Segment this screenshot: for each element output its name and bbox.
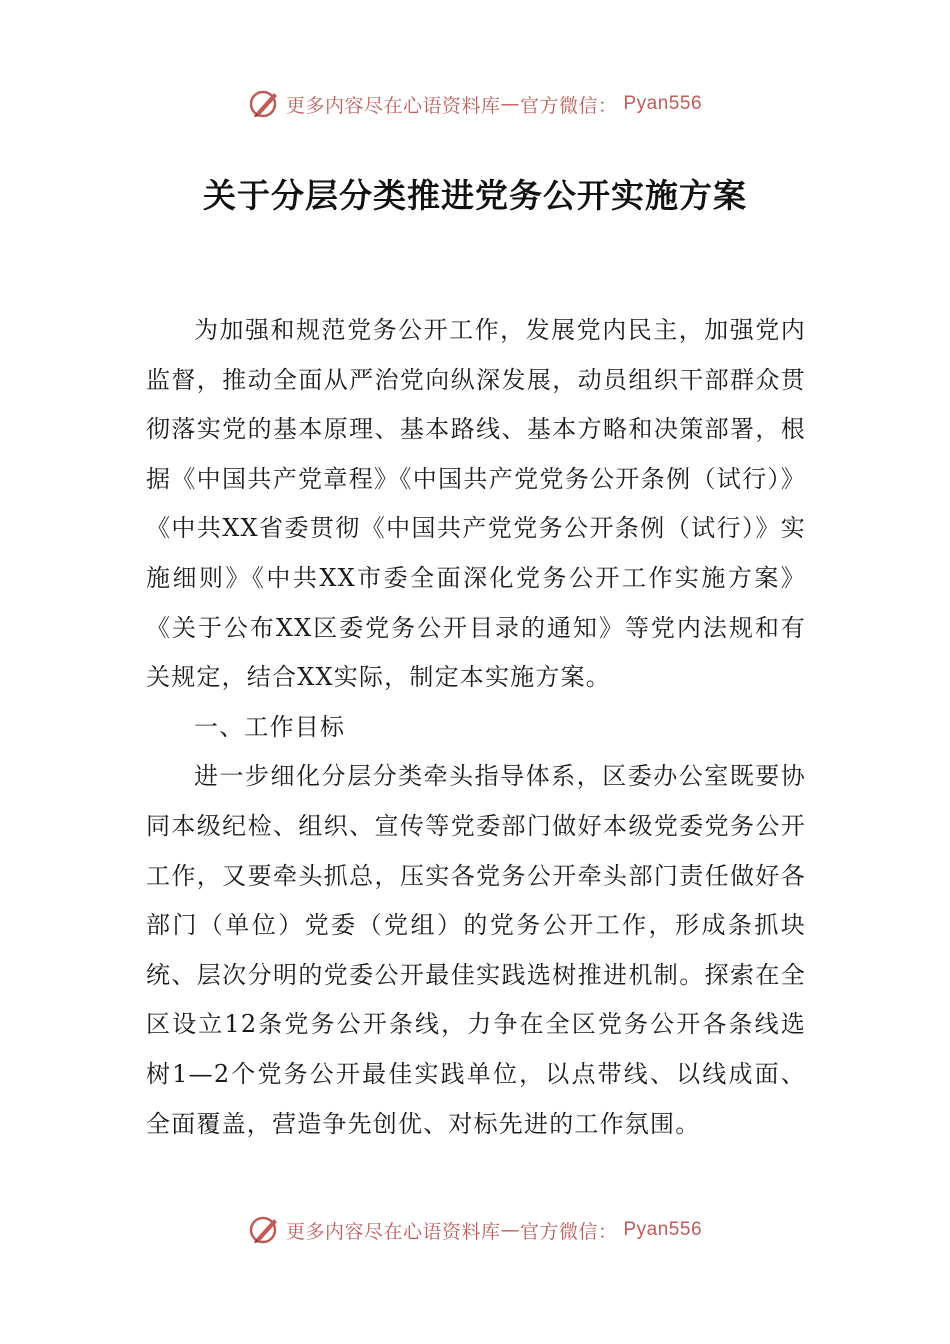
pen-logo-icon: [248, 87, 282, 121]
header-banner: [0, 84, 950, 124]
banner-wechat-id: Pyan556: [623, 1219, 703, 1240]
banner-separator: —: [500, 1219, 520, 1241]
banner-wechat-label: 官方微信：: [519, 1220, 618, 1243]
banner-separator: —: [500, 93, 520, 115]
document-body: [146, 306, 806, 1149]
section-heading-goals: 一、工作目标: [194, 712, 346, 741]
banner-wechat-id: Pyan556: [623, 93, 703, 114]
banner-text: 更多内容尽在心语资料库: [285, 1220, 501, 1243]
banner-wechat-label: 官方微信：: [519, 94, 618, 117]
pen-logo-icon: [248, 1213, 282, 1247]
paragraph-goals: 进一步细化分层分类牵头指导体系，区委办公室既要协同本级纪检、组织、宣传等党委部门做好本级党委党务公开工作，又要牵头抓总，压实各党务公开牵头部门责任做好各部门（单位）党委（党组）的党务公开工作，形成条抓块统、层次分明的党委公开最佳实践选树推进机制。探索在全区设立12条党务公开条线，力争在全区党务公开各条线选树1—2个党务公开最佳实践单位，以点带线、以线成面、全面覆盖，营造争先创优、对标先进的工作氛围。: [146, 762, 806, 1138]
paragraph-intro: 为加强和规范党务公开工作，发展党内民主，加强党内监督，推动全面从严治党向纵深发展，动员组织干部群众贯彻落实党的基本原理、基本路线、基本方略和决策部署，根据《中国共产党章程》《中国共产党党务公开条例（试行）》《中共XX省委贯彻《中国共产党党务公开条例（试行）》实施细则》《中共XX市委全面深化党务公开工作实施方案》《关于公布XX区委党务公开目录的通知》等党内法规和有关规定，结合XX实际，制定本实施方案。: [146, 316, 806, 692]
document-title: 关于分层分类推进党务公开实施方案: [203, 176, 747, 215]
footer-banner: [0, 1210, 950, 1250]
banner-text: 更多内容尽在心语资料库: [285, 94, 501, 117]
